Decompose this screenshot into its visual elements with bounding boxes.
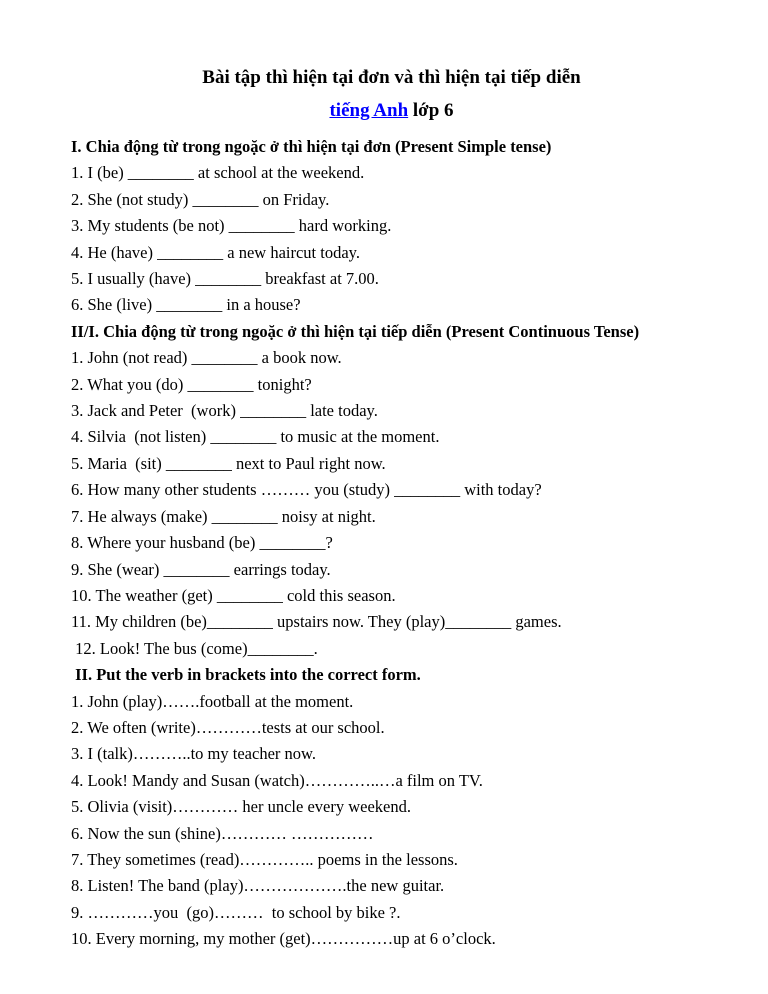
exercise-item: 8. Where your husband (be) ________?: [71, 533, 333, 553]
page-title: Bài tập thì hiện tại đơn và thì hiện tại tiếp diễn: [202, 67, 581, 88]
exercise-item: 4. Silvia (not listen) ________ to music at the moment.: [71, 427, 440, 447]
exercise-item: 3. My students (be not) ________ hard working.: [71, 216, 392, 236]
exercise-item: 2. What you (do) ________ tonight?: [71, 374, 312, 394]
page-subtitle: [71, 94, 712, 127]
section-heading-present-continuous: II/I. Chia động từ trong ngoặc ở thì hiện tại tiếp diễn (Present Continuous Tense): [71, 321, 640, 341]
exercise-item: 7. He always (make) ________ noisy at night.: [71, 506, 376, 526]
exercise-item: 5. Olivia (visit)………… her uncle every weekend.: [71, 797, 411, 817]
exercise-item: 6. Now the sun (shine)………… ……………: [71, 823, 374, 843]
exercise-item: 3. I (talk)………..to my teacher now.: [71, 744, 316, 764]
exercise-item: 9. She (wear) ________ earrings today.: [71, 559, 331, 579]
tieng-anh-link[interactable]: tiếng Anh: [329, 100, 409, 121]
section-heading-correct-form: II. Put the verb in brackets into the correct form.: [71, 665, 421, 685]
section-heading-present-simple: I. Chia động từ trong ngoặc ở thì hiện tại đơn (Present Simple tense): [71, 137, 552, 156]
exercise-item: 4. Look! Mandy and Susan (watch)…………..…a film on TV.: [71, 770, 483, 790]
exercise-item: 12. Look! The bus (come)________.: [71, 638, 318, 658]
exercise-item: 8. Listen! The band (play)……………….the new guitar.: [71, 876, 445, 896]
exercise-item: 9. …………you (go)……… to school by bike ?.: [71, 902, 401, 922]
exercise-item: 6. She (live) ________ in a house?: [71, 295, 301, 315]
subtitle-rest: lớp 6: [408, 100, 454, 121]
exercise-item: 3. Jack and Peter (work) ________ late today.: [71, 401, 378, 421]
exercise-item: 1. John (play)…….football at the moment.: [71, 691, 354, 711]
exercise-item: 1. John (not read) ________ a book now.: [71, 348, 342, 368]
exercise-item: 11. My children (be)________ upstairs now. They (play)________ games.: [71, 612, 562, 632]
exercise-item: 2. We often (write)…………tests at our school.: [71, 717, 385, 737]
exercise-item: 7. They sometimes (read)………….. poems in the lessons.: [71, 849, 458, 869]
exercise-item: 1. I (be) ________ at school at the weekend.: [71, 163, 365, 183]
exercise-item: 5. I usually (have) ________ breakfast at 7.00.: [71, 269, 379, 289]
exercise-item: 10. Every morning, my mother (get)……………up at 6 o’clock.: [71, 929, 496, 949]
exercise-item: 2. She (not study) ________ on Friday.: [71, 189, 330, 209]
exercise-item: 10. The weather (get) ________ cold this season.: [71, 585, 396, 605]
exercise-item: 4. He (have) ________ a new haircut today.: [71, 242, 360, 262]
exercise-item: 5. Maria (sit) ________ next to Paul right now.: [71, 453, 386, 473]
exercise-item: 6. How many other students ……… you (study) ________ with today?: [71, 480, 542, 500]
